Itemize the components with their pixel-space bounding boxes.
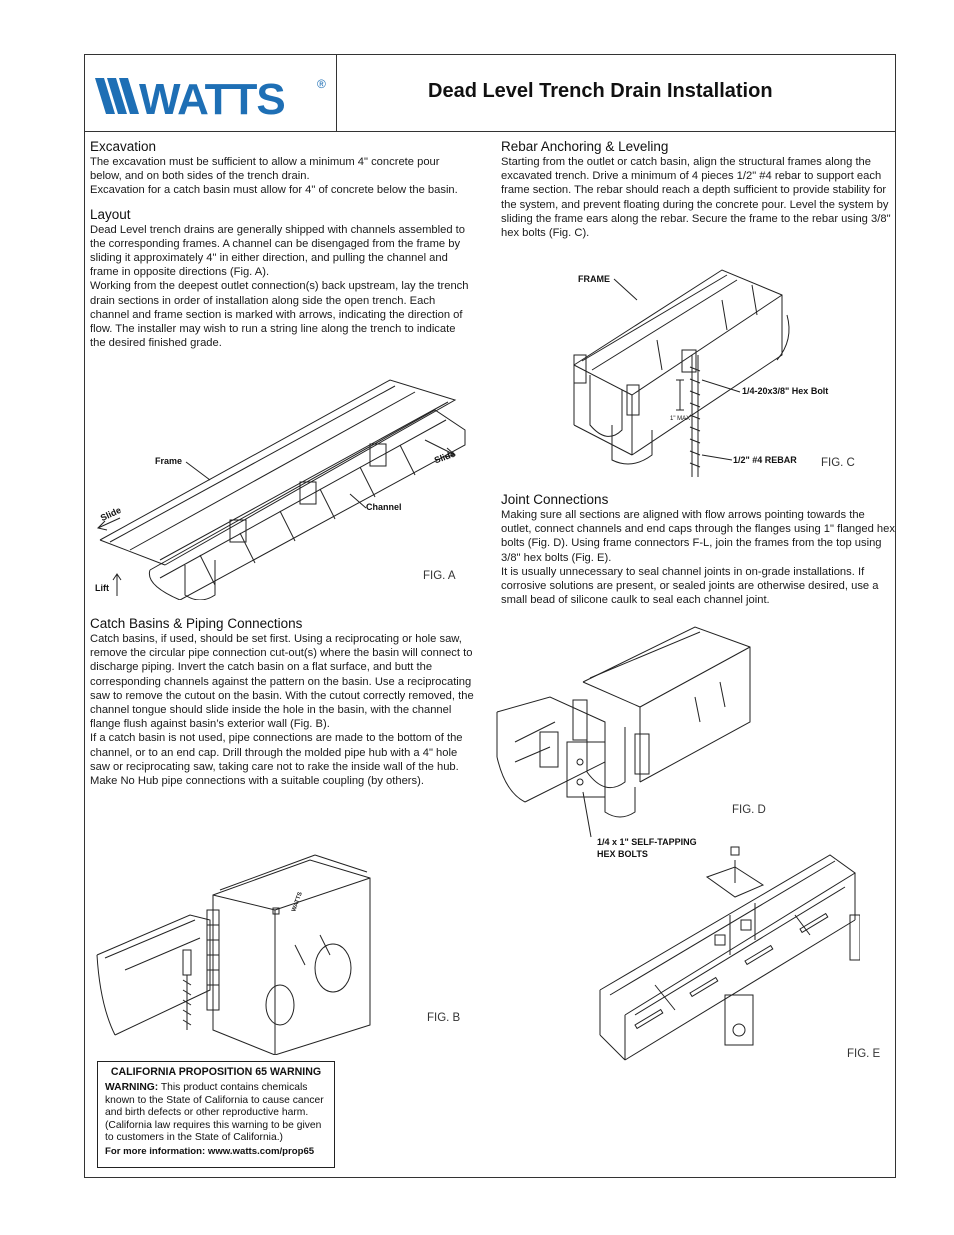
right-text-joint xyxy=(501,492,895,607)
fig-a-lift-label: Lift xyxy=(95,583,109,593)
excavation-heading: Excavation xyxy=(90,139,157,154)
right-text-rebar xyxy=(501,139,893,240)
fig-d-bolts-line2: HEX BOLTS xyxy=(597,849,648,859)
header-divider xyxy=(84,131,896,132)
brand-text: WATTS xyxy=(139,75,285,120)
joint-p2: It is usually unnecessary to seal channel joints in on-grade installations. If corrosive solutions are present, or sealed joints are otherwise desired, use a small bead of silicone caulk to seal each channel joint. xyxy=(501,565,879,607)
page-title: Dead Level Trench Drain Installation xyxy=(428,80,773,102)
layout-p2: Working from the deepest outlet connection(s) back upstream, lay the trench drain sections in order of installation along side the open trench. Each channel and frame section is marked with arrows, indicating the direction of flow. The installer may wish to run a string line along the trench to indicate the desired finished grade. xyxy=(90,280,469,350)
left-text-catch xyxy=(90,616,478,788)
left-text-top xyxy=(90,139,474,350)
prop65-link: For more information: www.watts.com/prop65 xyxy=(105,1146,315,1158)
layout-p1: Dead Level trench drains are generally shipped with channels assembled to the corresponding frames. A channel can be disengaged from the frame by sliding it approximately 4" in either direction, and pulling the channel and frame in opposite directions (Fig. A). xyxy=(90,223,466,279)
fig-c-caption: FIG. C xyxy=(821,457,855,469)
layout-heading: Layout xyxy=(90,206,131,222)
watts-logo xyxy=(95,72,327,120)
joint-heading: Joint Connections xyxy=(501,492,609,507)
fig-a-channel-label: Channel xyxy=(366,502,402,512)
fig-a-caption: FIG. A xyxy=(423,570,456,582)
catch-p1: Catch basins, if used, should be set first. Using a reciprocating or hole saw, remove the circular pipe connection cut-out(s) where the basin will connect to discharge piping. Invert the catch basin on a flat surface, and butt the corresponding channels against the pattern on the basin. Use a reciprocating saw to remove the cutout on the basin. With the cutout correctly removed, the channel tongue should slide inside the hole in the basin, with the channel flange flush against basin’s exterior wall (Fig. B). xyxy=(90,633,474,731)
logo-divider xyxy=(336,54,337,131)
fig-c-rebar-label: 1/2" #4 REBAR xyxy=(733,455,797,465)
excavation-p2: Excavation for a catch basin must allow for 4" of concrete below the basin. xyxy=(90,184,458,197)
excavation-p1: The excavation must be sufficient to allow a minimum 4" concrete pour below, and on both sides of the trench drain. xyxy=(90,156,440,183)
catch-heading: Catch Basins & Piping Connections xyxy=(90,616,303,631)
fig-e-drawing xyxy=(595,845,860,1070)
fig-b-caption: FIG. B xyxy=(427,1012,461,1024)
fig-d-caption: FIG. D xyxy=(732,804,766,816)
fig-a-slide-left: Slide xyxy=(98,504,123,524)
prop65-title: CALIFORNIA PROPOSITION 65 WARNING xyxy=(110,1066,322,1078)
fig-c-drawing xyxy=(572,255,797,480)
fig-c-frame-label: FRAME xyxy=(578,274,610,284)
fig-d-bolts-line1: 1/4 x 1" SELF-TAPPING xyxy=(597,837,697,847)
rebar-p1: Starting from the outlet or catch basin, align the structural frames along the excavated trench. Drive a minimum of 4 pieces 1/2" #4 rebar to support each frame section. The rebar should reach a depth sufficient to provide stability for the system, and prevent floating during the concrete pour. Level the system by sliding the frame ears along the rebar. Secure the frame to the rebar using 3/8" hex bolts (Fig. C). xyxy=(501,156,891,240)
prop65-warning xyxy=(97,1061,335,1168)
fig-b-basin-mark: WATTS xyxy=(291,891,304,913)
registered-mark: ® xyxy=(317,77,326,91)
fig-a-drawing xyxy=(90,370,470,600)
fig-b-drawing xyxy=(95,840,390,1055)
fig-c-bolt-label: 1/4-20x3/8" Hex Bolt xyxy=(742,386,829,396)
prop65-lead: WARNING: xyxy=(105,1082,159,1094)
fig-a-frame-label: Frame xyxy=(155,456,183,466)
joint-p1: Making sure all sections are aligned with flow arrows pointing towards the outlet, connect channels and end caps through the flanges using 1" flanged hex bolts (Fig. D). Using frame connectors F-L, join the frames from the top using 3/8" hex bolts (Fig. E). xyxy=(501,509,895,564)
catch-p2: If a catch basin is not used, pipe connections are made to the bottom of the channel, or to an end cap. Drill through the molded pipe hub with a 4" hole saw or reciprocating saw, taking care not to rake the inside wall of the hub. Make No Hub pipe connections with a suitable coupling (by others). xyxy=(90,732,463,788)
fig-c-max-label: 1" MAX xyxy=(670,416,691,422)
fig-a-slide-right: Slide xyxy=(432,448,457,466)
prop65-body: This product contains chemicals known to the State of California to cause cancer and birth defects or other reproductive harm. xyxy=(105,1082,324,1119)
prop65-text xyxy=(105,1082,327,1119)
rebar-heading: Rebar Anchoring & Leveling xyxy=(501,139,669,154)
fig-e-caption: FIG. E xyxy=(847,1048,881,1060)
prop65-note: (California law requires this warning to be given to customers in the State of California.) xyxy=(105,1119,322,1144)
